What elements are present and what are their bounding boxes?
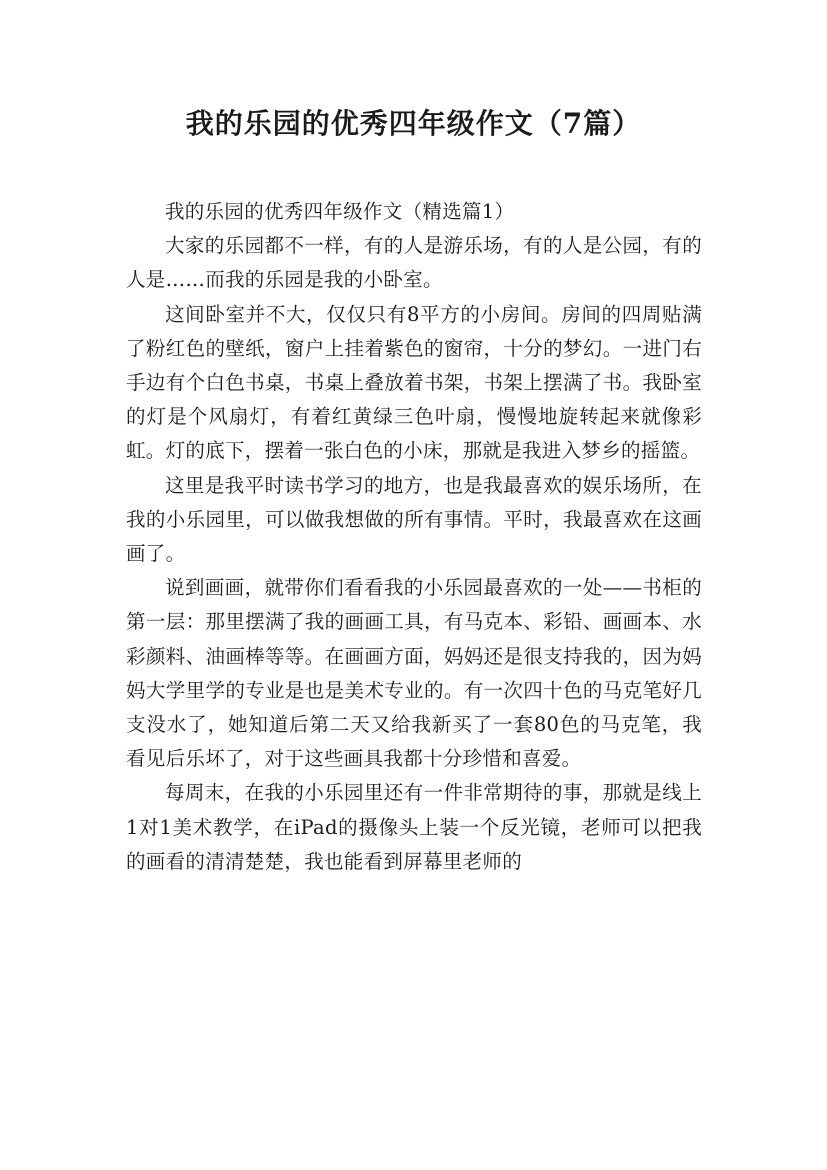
paragraph: 大家的乐园都不一样，有的人是游乐场，有的人是公园，有的人是……而我的乐园是我的小卧室。	[126, 234, 702, 292]
paragraph: 这里是我平时读书学习的地方，也是我最喜欢的娱乐场所，在我的小乐园里，可以做我想做的所有事情。平时，我最喜欢在这画画了。	[126, 473, 702, 566]
document-body	[126, 195, 702, 879]
document-title: 我的乐园的优秀四年级作文（7篇）	[185, 107, 642, 140]
section-heading: 我的乐园的优秀四年级作文（精选篇1）	[165, 200, 515, 223]
paragraph: 说到画画，就带你们看看我的小乐园最喜欢的一处——书柜的第一层：那里摆满了我的画画工具，有马克本、彩铅、画画本、水彩颜料、油画棒等等。在画画方面，妈妈还是很支持我的，因为妈妈大学里学的专业是也是美术专业的。有一次四十色的马克笔好几支没水了，她知道后第二天又给我新买了一套80色的马克笔，我看见后乐坏了，对于这些画具我都十分珍惜和喜爱。	[126, 576, 702, 771]
paragraph: 每周末，在我的小乐园里还有一件非常期待的事，那就是线上1对1美术教学，在iPad的摄像头上装一个反光镜，老师可以把我的画看的清清楚楚，我也能看到屏幕里老师的	[126, 781, 702, 873]
paragraph: 这间卧室并不大，仅仅只有8平方的小房间。房间的四周贴满了粉红色的壁纸，窗户上挂着紫色的窗帘，十分的梦幻。一进门右手边有个白色书桌，书桌上叠放着书架，书架上摆满了书。我卧室的灯是个风扇灯，有着红黄绿三色叶扇，慢慢地旋转起来就像彩虹。灯的底下，摆着一张白色的小床，那就是我进入梦乡的摇篮。	[126, 302, 702, 463]
